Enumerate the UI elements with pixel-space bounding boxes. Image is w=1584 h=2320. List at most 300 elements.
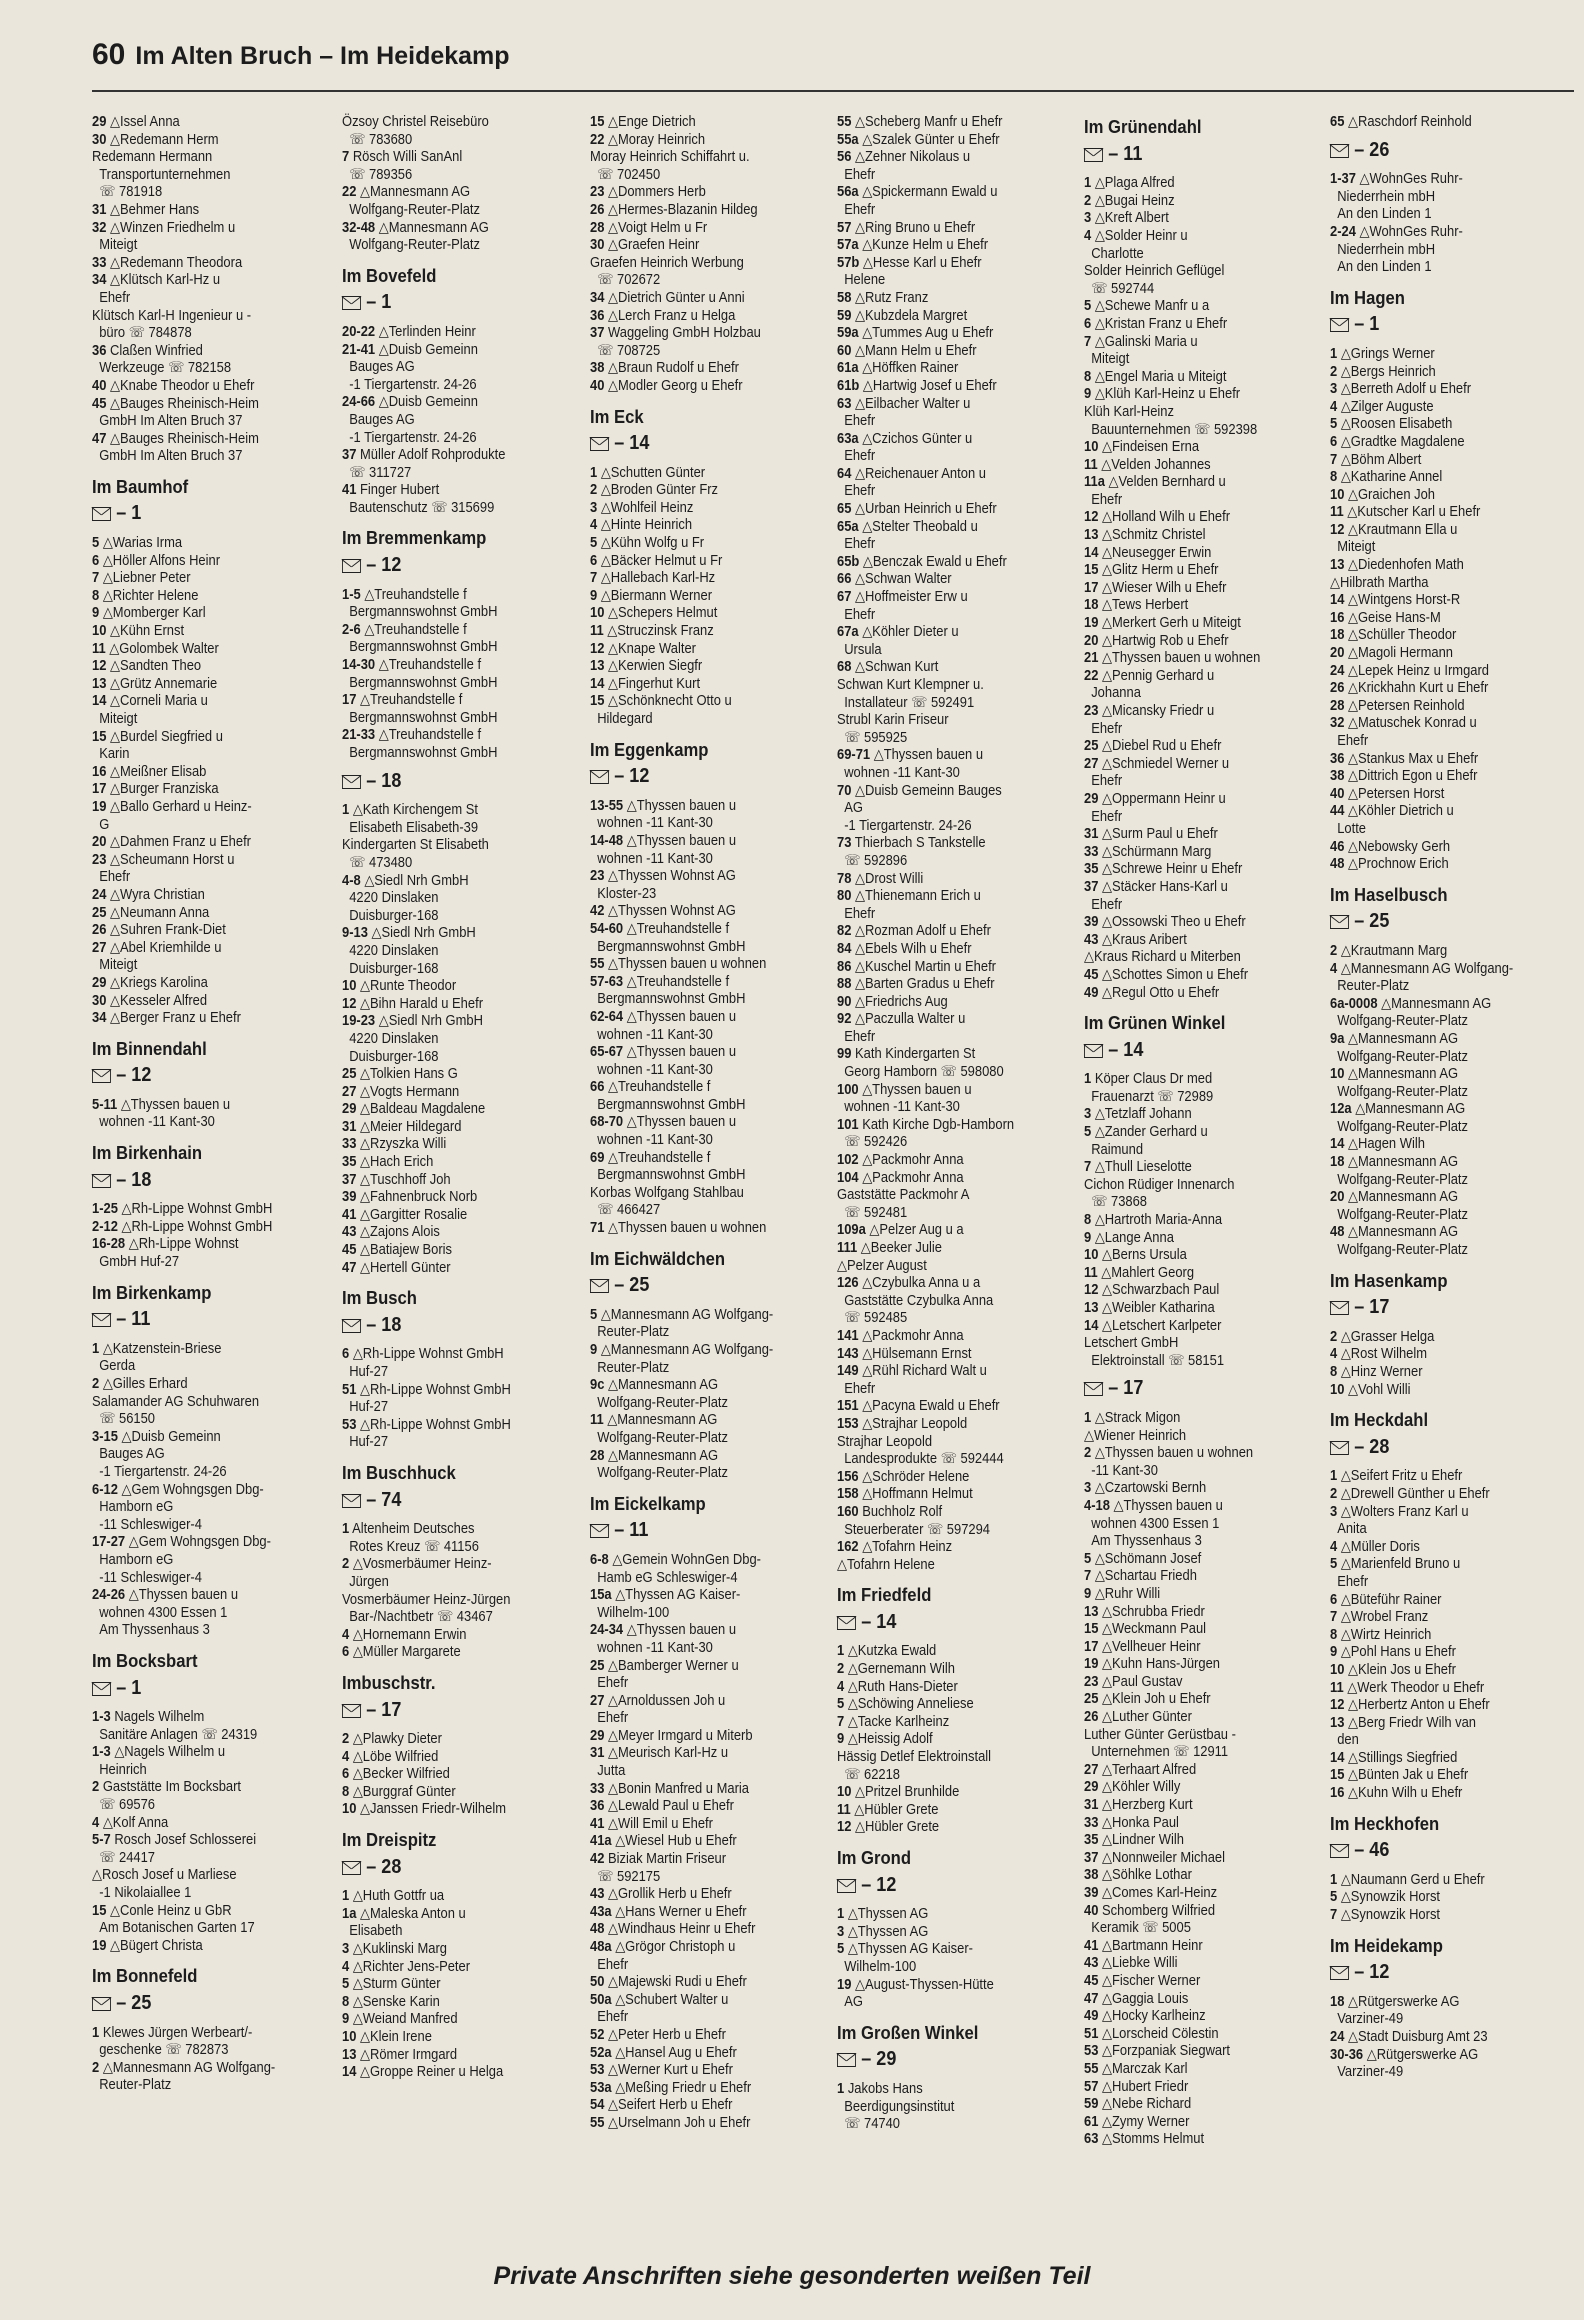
- entry-text: △Römer Irmgard: [360, 2046, 458, 2063]
- entry-text: △Schwan Kurt: [855, 659, 939, 676]
- column-5: [1084, 114, 1293, 2149]
- directory-entry: [1084, 1938, 1293, 1956]
- postal-district: [1330, 1961, 1539, 1984]
- directory-entry: [590, 1079, 799, 1114]
- house-number: 14: [1084, 544, 1099, 561]
- directory-entry: [1330, 961, 1539, 996]
- page-header: [92, 38, 510, 72]
- entry-text: △Luther Günter: [1102, 1709, 1192, 1726]
- entry-text: △Spickermann Ewald u Ehefr: [844, 184, 998, 218]
- house-number: 8: [1330, 1626, 1338, 1643]
- house-number: 44: [1330, 803, 1345, 820]
- house-number: 26: [92, 922, 107, 939]
- directory-entry: [342, 1784, 551, 1802]
- entry-text: △Scheumann Horst u Ehefr: [99, 851, 235, 886]
- entry-text: △Huth Gottfr ua: [352, 1888, 445, 1905]
- street-heading: Im Eichwäldchen: [590, 1247, 726, 1269]
- directory-entry: [1084, 1604, 1293, 1622]
- district-number: – 12: [861, 1873, 897, 1896]
- entry-text: Waggeling GmbH Holzbau ☏ 708725: [597, 325, 761, 359]
- directory-entry: [1084, 228, 1293, 263]
- directory-entry: [590, 1009, 799, 1044]
- house-number: 126: [837, 1275, 859, 1292]
- house-number: 1: [837, 1643, 845, 1660]
- directory-entry: [590, 308, 799, 326]
- entry-text: △Stäcker Hans-Karl u Ehefr: [1091, 878, 1228, 913]
- postal-district: [342, 1488, 551, 1511]
- house-number: 1-37: [1330, 171, 1356, 188]
- directory-entry: [590, 1974, 799, 1992]
- postal-district: [590, 432, 799, 455]
- house-number: 5: [590, 1306, 598, 1323]
- house-number: 4: [590, 517, 598, 534]
- directory-entry: [590, 1886, 799, 1904]
- entry-text: △Plawky Dieter: [352, 1731, 442, 1748]
- house-number: 12: [1084, 1282, 1099, 1299]
- entry-text: △Rh-Lippe Wohnst GmbH Huf-27: [99, 1236, 239, 1271]
- envelope-icon: [837, 1879, 856, 1893]
- entry-text: Solder Heinrich Geflügel ☏ 592744: [1084, 263, 1225, 297]
- entry-text: △Paczulla Walter u Ehefr: [844, 1011, 966, 1045]
- directory-entry: [92, 658, 301, 676]
- house-number: 1: [1330, 345, 1338, 362]
- directory-entry: [1330, 1994, 1539, 2029]
- directory-entry: [1084, 1779, 1293, 1797]
- entry-text: △Gaggia Louis: [1102, 1990, 1189, 2007]
- entry-text: △Urban Heinrich u Ehefr: [855, 501, 997, 518]
- street-heading: Im Dreispitz: [342, 1829, 437, 1851]
- directory-entry: [1084, 457, 1293, 475]
- directory-entry: [1330, 504, 1539, 522]
- directory-entry: [1084, 791, 1293, 826]
- house-number: 12: [837, 1819, 852, 1836]
- directory-entry: [590, 149, 799, 184]
- directory-entry: [837, 1504, 1046, 1539]
- entry-text: Altenheim Deutsches Rotes Kreuz ☏ 41156: [349, 1521, 479, 1555]
- directory-entry: [590, 360, 799, 378]
- postal-district: [92, 1168, 301, 1191]
- entry-text: △Liebke Willi: [1102, 1955, 1178, 1972]
- house-number: 17-27: [92, 1534, 126, 1551]
- directory-entry: [837, 571, 1046, 589]
- house-number: 7: [1084, 333, 1092, 350]
- entry-text: △Rütgerswerke AG Varziner-49: [1337, 1993, 1460, 2028]
- directory-entry: [1330, 663, 1539, 681]
- house-number: 31: [92, 201, 107, 218]
- entry-text: △Forzpaniak Siegwart: [1102, 2043, 1231, 2060]
- directory-entry: [342, 837, 551, 872]
- directory-entry: [590, 202, 799, 220]
- house-number: 11: [1330, 1679, 1344, 1696]
- house-number: 18: [1084, 597, 1099, 614]
- entry-text: △Ballo Gerhard u Heinz- G: [99, 798, 252, 833]
- entry-text: △Behmer Hans: [110, 201, 200, 218]
- directory-entry: [92, 676, 301, 694]
- directory-entry: [837, 431, 1046, 466]
- entry-text: △Meurisch Karl-Hz u Jutta: [597, 1745, 729, 1780]
- house-number: 1: [1084, 175, 1092, 192]
- entry-text: △WohnGes Ruhr- Niederrhein mbH An den Linden 1: [1337, 171, 1463, 223]
- house-number: 2: [590, 482, 598, 499]
- directory-entry: [342, 1906, 551, 1941]
- entry-text: △Berg Friedr Wilh van den: [1337, 1714, 1477, 1749]
- house-number: 16: [1330, 609, 1345, 626]
- entry-text: △Mannesmann AG Wolfgang-Reuter-Platz: [349, 219, 489, 254]
- directory-entry: [590, 570, 799, 588]
- house-number: 21-33: [342, 727, 376, 744]
- house-number: 6: [1330, 433, 1338, 450]
- entry-text: △Meßing Friedr u Ehefr: [615, 2079, 752, 2096]
- house-number: 26: [1330, 680, 1345, 697]
- entry-text: △Rh-Lippe Wohnst GmbH Huf-27: [349, 1416, 511, 1451]
- entry-text: △Letschert Karlpeter: [1102, 1317, 1222, 1334]
- entry-text: △Fingerhut Kurt: [608, 675, 701, 692]
- directory-entry: [1084, 2026, 1293, 2044]
- directory-entry: [1084, 738, 1293, 756]
- directory-entry: [1084, 263, 1293, 298]
- directory-entry: [1330, 1767, 1539, 1785]
- directory-entry: [342, 1801, 551, 1819]
- district-number: – 12: [366, 554, 402, 577]
- entry-text: △Schrewe Heinr u Ehefr: [1102, 861, 1243, 878]
- house-number: 7: [1330, 1907, 1338, 1924]
- directory-entry: [1084, 1991, 1293, 2009]
- entry-text: △Hartwig Josef u Ehefr: [862, 377, 997, 394]
- house-number: 17: [1084, 1638, 1099, 1655]
- house-number: 2: [342, 1556, 350, 1573]
- directory-entry: [590, 1185, 799, 1220]
- house-number: 26: [590, 201, 605, 218]
- entry-text: △Schrubba Friedr: [1102, 1603, 1205, 1620]
- house-number: 84: [837, 940, 852, 957]
- directory-entry: [590, 114, 799, 132]
- directory-entry: [1084, 193, 1293, 211]
- house-number: 55: [837, 114, 852, 130]
- house-number: 28: [590, 219, 605, 236]
- directory-entry: [590, 641, 799, 659]
- house-number: 51: [1084, 2025, 1099, 2042]
- entry-text: △Bartmann Heinr: [1102, 1937, 1203, 1954]
- directory-entry: [837, 1011, 1046, 1046]
- entry-text: △Richter Jens-Peter: [352, 1958, 471, 1975]
- house-number: 2: [837, 1661, 845, 1678]
- entry-text: △Mannesmann AG Wolfgang- Reuter-Platz: [597, 1342, 774, 1376]
- entry-text: △Velden Johannes: [1101, 456, 1211, 473]
- house-number: 2: [1330, 1328, 1338, 1345]
- house-number: 13: [1330, 557, 1345, 574]
- postal-district: [837, 2048, 1046, 2071]
- directory-entry: [1330, 1382, 1539, 1400]
- entry-text: △Corneli Maria u Miteigt: [99, 693, 208, 727]
- entry-text: △Mannesmann AG Wolfgang-Reuter-Platz: [1337, 1189, 1468, 1223]
- district-number: – 14: [614, 432, 650, 455]
- directory-entry: [837, 501, 1046, 519]
- directory-entry: [1084, 386, 1293, 404]
- entry-text: △Krautmann Ella u Miteigt: [1337, 521, 1458, 556]
- house-number: 29: [590, 1727, 605, 1744]
- district-number: – 12: [1354, 1961, 1390, 1984]
- directory-entry: [590, 500, 799, 518]
- house-number: 18: [1330, 1993, 1345, 2010]
- entry-text: △Pelzer Aug u a: [869, 1222, 964, 1239]
- directory-entry: [837, 184, 1046, 219]
- entry-text: △Kreft Albert: [1094, 210, 1169, 227]
- entry-text: Kath Kindergarten St Georg Hamborn ☏ 598080: [844, 1046, 1004, 1081]
- entry-text: △Büteführ Rainer: [1340, 1591, 1442, 1608]
- house-number: 17: [1084, 579, 1099, 596]
- entry-text: △WohnGes Ruhr- Niederrhein mbH An den Linden 1: [1337, 223, 1463, 276]
- directory-entry: [1084, 527, 1293, 545]
- directory-entry: [1084, 1691, 1293, 1709]
- entry-text: △Wieser Wilh u Ehefr: [1102, 579, 1227, 596]
- directory-entry: [590, 1816, 799, 1834]
- house-number: 69-71: [837, 747, 871, 764]
- entry-text: △Maleska Anton u Elisabeth: [349, 1905, 466, 1940]
- house-number: 37: [1084, 878, 1099, 895]
- house-number: 19: [92, 1937, 107, 1954]
- directory-entry: [837, 1906, 1046, 1924]
- postal-district: [342, 1313, 551, 1336]
- entry-text: △Hornemann Erwin: [352, 1626, 467, 1643]
- directory-entry: [1084, 1159, 1293, 1177]
- house-number: 61a: [837, 360, 859, 377]
- house-number: 4: [342, 1626, 350, 1643]
- entry-text: △Packmohr Anna: [862, 1152, 964, 1169]
- directory-entry: [590, 1448, 799, 1483]
- district-number: – 25: [116, 1992, 152, 2014]
- entry-text: △Thyssen bauen u wohnen -11 Kant-30: [597, 1008, 737, 1043]
- house-number: 2-12: [92, 1218, 118, 1235]
- house-number: 65a: [837, 518, 859, 535]
- house-number: 78: [837, 870, 852, 887]
- entry-text: △Abel Kriemhilde u Miteigt: [99, 939, 222, 974]
- directory-entry: [1084, 1551, 1293, 1569]
- directory-entry: [92, 852, 301, 887]
- entry-text: △Neusegger Erwin: [1102, 544, 1212, 561]
- entry-text: △Modler Georg u Ehefr: [608, 377, 743, 394]
- entry-text: △Mannesmann AG Wolfgang-Reuter-Platz: [1337, 1066, 1468, 1100]
- entry-text: △Katharine Annel: [1340, 469, 1443, 486]
- house-number: 65-67: [590, 1044, 624, 1061]
- street-heading: Im Baumhof: [92, 475, 189, 497]
- entry-text: △Braun Rudolf u Ehefr: [608, 360, 739, 377]
- directory-entry: [837, 554, 1046, 572]
- directory-entry: [1330, 768, 1539, 786]
- entry-text: △Batiajew Boris: [360, 1242, 453, 1259]
- directory-entry: [342, 1994, 551, 2012]
- page-number: 60: [92, 38, 126, 71]
- street-heading: Im Bocksbart: [92, 1649, 198, 1671]
- directory-entry: [1084, 298, 1293, 316]
- house-number: 9c: [590, 1377, 605, 1394]
- entry-text: Rösch Willi SanAnl ☏ 789356: [349, 149, 463, 183]
- entry-text: △Rosch Josef u Marliese -1 Nikolaiallee 1: [92, 1867, 237, 1902]
- house-number: 14: [1330, 592, 1345, 609]
- entry-text: △Bonin Manfred u Maria: [608, 1780, 750, 1797]
- house-number: 34: [92, 1010, 107, 1027]
- footer-note: Private Anschriften siehe gesonderten weißen Teil: [493, 2262, 1091, 2290]
- house-number: 141: [837, 1327, 859, 1344]
- entry-text: △Kuschel Martin u Ehefr: [855, 958, 996, 975]
- house-number: 20-22: [342, 323, 376, 340]
- column-2: [342, 114, 551, 2082]
- directory-entry: [92, 255, 301, 273]
- house-number: 57b: [837, 254, 860, 271]
- directory-entry: [1330, 1329, 1539, 1347]
- house-number: 6: [92, 552, 100, 569]
- entry-text: △Lorscheid Cölestin: [1102, 2025, 1219, 2042]
- directory-entry: [1330, 751, 1539, 769]
- house-number: 100: [837, 1081, 859, 1098]
- directory-entry: [342, 1556, 551, 1591]
- entry-text: △Zehner Nikolaus u Ehefr: [844, 149, 971, 183]
- entry-text: △Schmitz Christel: [1102, 527, 1206, 544]
- directory-entry: [1330, 1609, 1539, 1627]
- directory-entry: [1084, 1247, 1293, 1265]
- entry-text: △Thyssen bauen u wohnen -11 Kant-30: [597, 797, 737, 832]
- entry-text: △Urselmann Joh u Ehefr: [608, 2114, 751, 2131]
- directory-entry: [590, 1342, 799, 1377]
- district-number: – 18: [116, 1168, 152, 1191]
- entry-text: △Hubert Friedr: [1102, 2078, 1189, 2095]
- house-number: 10: [1084, 1247, 1099, 1264]
- directory-entry: [342, 2047, 551, 2065]
- directory-entry: [1084, 932, 1293, 950]
- entry-text: △Böhm Albert: [1340, 451, 1422, 468]
- house-number: 64: [837, 465, 852, 482]
- directory-entry: [1084, 1903, 1293, 1938]
- entry-text: △Kutscher Karl u Ehefr: [1347, 504, 1481, 521]
- district-number: – 29: [861, 2048, 897, 2071]
- directory-entry: [1084, 1265, 1293, 1283]
- house-number: 35: [342, 1154, 357, 1171]
- directory-entry: [590, 1798, 799, 1816]
- directory-entry: [590, 482, 799, 500]
- house-number: 25: [92, 904, 107, 921]
- entry-text: △Grollik Herb u Ehefr: [608, 1886, 732, 1903]
- entry-text: △Reichenauer Anton u Ehefr: [844, 465, 986, 500]
- entry-text: △Synowzik Horst: [1340, 1889, 1441, 1906]
- house-number: 19: [92, 798, 107, 815]
- house-number: 15: [590, 693, 605, 710]
- house-number: 18: [1330, 627, 1345, 644]
- directory-entry: [590, 605, 799, 623]
- entry-text: △Magoli Hermann: [1348, 645, 1454, 662]
- entry-text: △Werner Kurt u Ehefr: [608, 2062, 733, 2079]
- directory-entry: [92, 729, 301, 764]
- house-number: 3: [1330, 1503, 1338, 1520]
- entry-text: △Grasser Helga: [1340, 1328, 1435, 1345]
- directory-entry: [590, 676, 799, 694]
- directory-entry: [837, 959, 1046, 977]
- house-number: 82: [837, 923, 852, 940]
- directory-entry: [1330, 1224, 1539, 1259]
- entry-text: △Wintgens Horst-R: [1348, 592, 1461, 609]
- entry-text: △Hesse Karl u Ehefr Helene: [844, 254, 982, 289]
- entry-text: △Rütgerswerke AG Varziner-49: [1337, 2046, 1479, 2081]
- directory-entry: [837, 994, 1046, 1012]
- house-number: 67a: [837, 624, 859, 641]
- directory-entry: [1330, 575, 1539, 593]
- house-number: 13: [342, 2046, 357, 2063]
- entry-text: △Schwarzbach Paul: [1102, 1282, 1220, 1299]
- house-number: 32: [1330, 715, 1345, 732]
- entry-text: △Arnoldussen Joh u Ehefr: [597, 1692, 726, 1727]
- entry-text: △Höller Alfons Heinr: [102, 552, 221, 569]
- house-number: 52a: [590, 2044, 612, 2061]
- directory-entry: [590, 1851, 799, 1886]
- house-number: 13: [1084, 1300, 1099, 1316]
- entry-text: △Golombek Walter: [109, 640, 219, 657]
- directory-entry: [1084, 756, 1293, 791]
- house-number: 101: [837, 1116, 859, 1133]
- house-number: 15: [1330, 1767, 1345, 1784]
- directory-entry: [837, 1486, 1046, 1504]
- entry-text: Klütsch Karl-H Ingenieur u - büro ☏ 784878: [92, 307, 252, 342]
- directory-entry: [1330, 786, 1539, 804]
- entry-text: △Vogts Hermann: [360, 1083, 460, 1100]
- house-number: 6-12: [92, 1481, 118, 1498]
- house-number: 5: [1330, 1556, 1338, 1573]
- house-number: 29: [92, 114, 107, 130]
- entry-text: △Mannesmann AG Wolfgang-Reuter-Platz: [597, 1377, 728, 1411]
- entry-text: Hässig Detlef Elektroinstall ☏ 62218: [837, 1749, 992, 1783]
- house-number: 43: [1084, 931, 1099, 948]
- house-number: 30-36: [1330, 2046, 1364, 2063]
- directory-entry: [92, 1097, 301, 1132]
- house-number: 11: [837, 1801, 851, 1818]
- house-number: 1: [590, 464, 598, 481]
- house-number: 1: [92, 1340, 100, 1357]
- house-number: 58: [837, 289, 852, 306]
- entry-text: △Paul Gustav: [1102, 1673, 1183, 1690]
- directory-entry: [1330, 171, 1539, 224]
- house-number: 57: [837, 219, 852, 236]
- entry-text: △Bugai Heinz: [1094, 192, 1175, 209]
- entry-text: △Redemann Herm: [110, 131, 219, 148]
- house-number: 43: [590, 1886, 605, 1903]
- house-number: 3-15: [92, 1428, 118, 1445]
- entry-text: △Dahmen Franz u Ehefr: [110, 834, 251, 851]
- house-number: 86: [837, 958, 852, 975]
- directory-entry: [1084, 439, 1293, 457]
- house-number: 1: [342, 1888, 350, 1905]
- entry-text: △Diedenhofen Math: [1348, 557, 1464, 574]
- directory-entry: [590, 1781, 799, 1799]
- directory-entry: [837, 835, 1046, 870]
- house-number: 4: [342, 1958, 350, 1975]
- directory-entry: [837, 783, 1046, 836]
- house-number: 143: [837, 1345, 859, 1362]
- house-number: 29: [92, 974, 107, 991]
- envelope-icon: [92, 1174, 111, 1188]
- directory-entry: [92, 535, 301, 553]
- house-number: 23: [1084, 703, 1099, 719]
- directory-entry: [92, 1236, 301, 1271]
- entry-text: △Duisb Gemeinn Bauges AG -1 Tiergartenstr. 24-26: [99, 1428, 227, 1480]
- entry-text: △Mannesmann AG Wolfgang-Reuter-Platz: [349, 184, 480, 218]
- entry-text: △Thull Lieselotte: [1094, 1159, 1192, 1176]
- entry-text: △Thyssen bauen u wohnen: [608, 1220, 767, 1237]
- directory-entry: [590, 1833, 799, 1851]
- entry-text: △Wirtz Heinrich: [1340, 1626, 1432, 1643]
- house-number: 2: [92, 2059, 100, 2076]
- directory-entry: [590, 1904, 799, 1922]
- house-number: 2: [1330, 363, 1338, 380]
- directory-entry: [1084, 1709, 1293, 1727]
- entry-text: △Kühn Wolfg u Fr: [600, 535, 705, 552]
- entry-text: △Roosen Elisabeth: [1340, 416, 1453, 433]
